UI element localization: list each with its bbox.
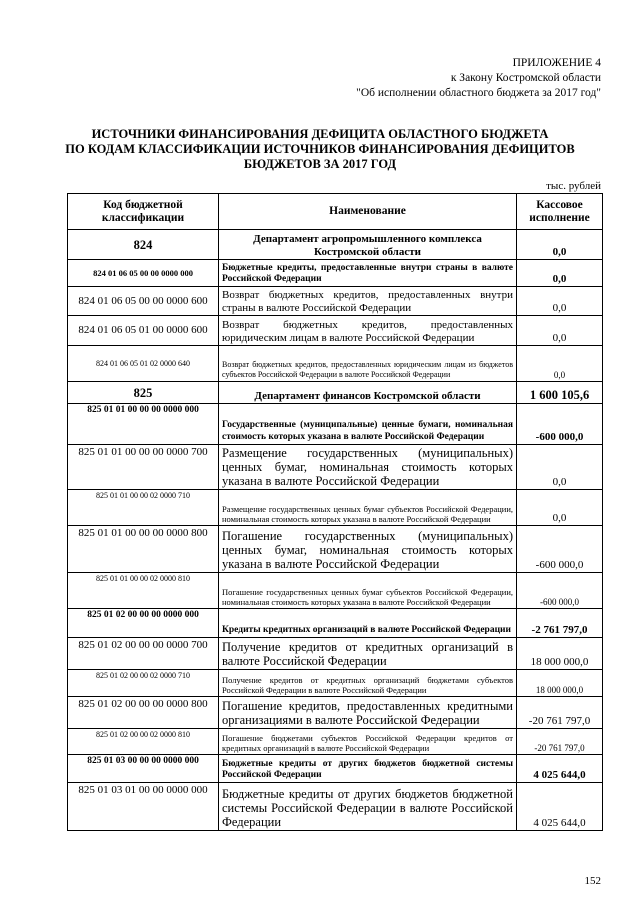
row-name: Получение кредитов от кредитных организаций бюджетами субъектов Российской Федерации в валюте Российской Федерации [219, 670, 517, 697]
row-amount: 4 025 644,0 [517, 755, 603, 783]
row-amount: 1 600 105,6 [517, 382, 603, 404]
header-code: Код бюджетной классификации [68, 194, 219, 230]
row-amount: 0,0 [517, 490, 603, 526]
table-row [68, 287, 603, 316]
row-code: 825 01 02 00 00 02 0000 710 [68, 670, 219, 697]
table-row [68, 638, 603, 670]
row-code: 825 01 01 00 00 00 0000 000 [68, 404, 219, 445]
row-code: 825 [68, 382, 219, 404]
row-code: 824 01 06 05 01 02 0000 640 [68, 346, 219, 382]
table-row [68, 404, 603, 445]
row-name: Возврат бюджетных кредитов, предоставленных внутри страны в валюте Российской Федерации [219, 287, 517, 316]
financing-table [67, 193, 603, 831]
row-amount: 0,0 [517, 260, 603, 287]
table-row [68, 316, 603, 346]
row-amount: 4 025 644,0 [517, 783, 603, 831]
row-name: Департамент финансов Костромской области [219, 382, 517, 404]
table-row [68, 445, 603, 490]
row-amount: -600 000,0 [517, 404, 603, 445]
title-line-3: БЮДЖЕТОВ ЗА 2017 ГОД [243, 157, 397, 171]
row-code: 824 [68, 230, 219, 260]
row-name: Кредиты кредитных организаций в валюте Российской Федерации [219, 609, 517, 638]
row-code: 825 01 03 01 00 00 0000 000 [68, 783, 219, 831]
appendix-law-title: "Об исполнении областного бюджета за 2017 год" [356, 87, 601, 99]
table-row [68, 697, 603, 729]
table-row [68, 382, 603, 404]
row-name: Бюджетные кредиты от других бюджетов бюджетной системы Российской Федерации в валюте Российской Федерации [219, 783, 517, 831]
appendix-header [356, 56, 601, 101]
table-row [68, 573, 603, 609]
table-row [68, 346, 603, 382]
row-name: Департамент агропромышленного комплекса Костромской области [219, 230, 517, 260]
header-name: Наименование [219, 194, 517, 230]
row-amount: 18 000 000,0 [517, 670, 603, 697]
row-name: Бюджетные кредиты от других бюджетов бюджетной системы Российской Федерации [219, 755, 517, 783]
row-code: 825 01 02 00 00 00 0000 700 [68, 638, 219, 670]
appendix-number: ПРИЛОЖЕНИЕ 4 [512, 57, 601, 69]
row-amount: -2 761 797,0 [517, 609, 603, 638]
row-amount: 18 000 000,0 [517, 638, 603, 670]
table-row [68, 783, 603, 831]
row-code: 824 01 06 05 00 00 0000 000 [68, 260, 219, 287]
table-row [68, 670, 603, 697]
row-code: 825 01 01 00 00 02 0000 710 [68, 490, 219, 526]
row-name: Погашение бюджетами субъектов Российской Федерации кредитов от кредитных организаций в валюте Российской Федерации [219, 729, 517, 755]
row-amount: 0,0 [517, 287, 603, 316]
row-code: 824 01 06 05 01 00 0000 600 [68, 316, 219, 346]
row-name: Бюджетные кредиты, предоставленные внутри страны в валюте Российской Федерации [219, 260, 517, 287]
row-amount: -20 761 797,0 [517, 697, 603, 729]
row-code: 824 01 06 05 00 00 0000 600 [68, 287, 219, 316]
table-row [68, 526, 603, 573]
row-name: Погашение государственных ценных бумаг субъектов Российской Федерации, номинальная стоимость которых указана в валюте Российской Федерации [219, 573, 517, 609]
row-name: Возврат бюджетных кредитов, предоставленных юридическим лицам из бюджетов субъектов Российской Федерации в валюте Российской Федерации [219, 346, 517, 382]
row-name: Получение кредитов от кредитных организаций в валюте Российской Федерации [219, 638, 517, 670]
page-number: 152 [584, 875, 601, 887]
row-name: Государственные (муниципальные) ценные бумаги, номинальная стоимость которых указана в валюте Российской Федерации [219, 404, 517, 445]
table-row [68, 490, 603, 526]
row-code: 825 01 01 00 00 00 0000 700 [68, 445, 219, 490]
row-amount: 0,0 [517, 346, 603, 382]
row-name: Погашение кредитов, предоставленных кредитными организациями в валюте Российской Федерации [219, 697, 517, 729]
title-line-1: ИСТОЧНИКИ ФИНАНСИРОВАНИЯ ДЕФИЦИТА ОБЛАСТНОГО БЮДЖЕТА [91, 127, 549, 141]
appendix-law-ref: к Закону Костромской области [450, 72, 601, 84]
table-row [68, 729, 603, 755]
row-name: Размещение государственных (муниципальных) ценных бумаг, номинальная стоимость которых указана в валюте Российской Федерации [219, 445, 517, 490]
header-amount: Кассовое исполнение [517, 194, 603, 230]
title-line-2: ПО КОДАМ КЛАССИФИКАЦИИ ИСТОЧНИКОВ ФИНАНСИРОВАНИЯ ДЕФИЦИТОВ [65, 142, 575, 156]
row-amount: 0,0 [517, 316, 603, 346]
row-amount: -20 761 797,0 [517, 729, 603, 755]
table-row [68, 755, 603, 783]
row-code: 825 01 01 00 00 00 0000 800 [68, 526, 219, 573]
row-amount: -600 000,0 [517, 573, 603, 609]
row-name: Размещение государственных ценных бумаг субъектов Российской Федерации, номинальная стоимость которых указана в валюте Российской Федерации [219, 490, 517, 526]
units-label: тыс. рублей [546, 180, 601, 192]
row-code: 825 01 03 00 00 00 0000 000 [68, 755, 219, 783]
row-code: 825 01 02 00 00 02 0000 810 [68, 729, 219, 755]
table-row [68, 260, 603, 287]
row-code: 825 01 02 00 00 00 0000 000 [68, 609, 219, 638]
row-name: Погашение государственных (муниципальных) ценных бумаг, номинальная стоимость которых указана в валюте Российской Федерации [219, 526, 517, 573]
row-code: 825 01 01 00 00 02 0000 810 [68, 573, 219, 609]
row-amount: -600 000,0 [517, 526, 603, 573]
document-title [60, 127, 580, 172]
row-code: 825 01 02 00 00 00 0000 800 [68, 697, 219, 729]
row-name: Возврат бюджетных кредитов, предоставленных юридическим лицам в валюте Российской Федерации [219, 316, 517, 346]
table-row [68, 609, 603, 638]
row-amount: 0,0 [517, 445, 603, 490]
row-amount: 0,0 [517, 230, 603, 260]
table-row [68, 230, 603, 260]
table-header-row [68, 194, 603, 230]
